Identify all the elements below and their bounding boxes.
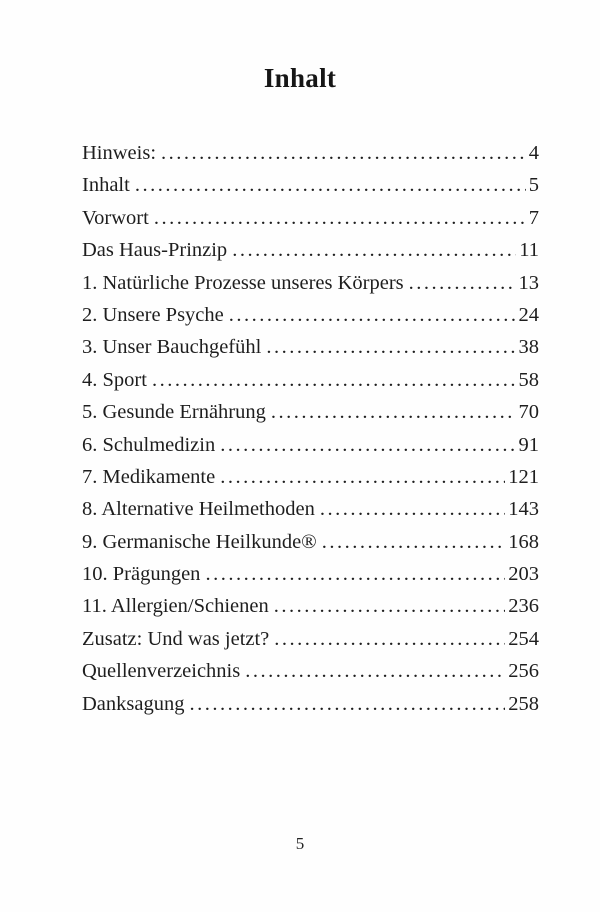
toc-entry-page: 38	[518, 336, 539, 359]
toc-entry-label: Vorwort	[82, 206, 149, 229]
toc-entry	[82, 655, 539, 687]
toc-entry-page: 256	[508, 660, 539, 683]
toc-dot-leader	[161, 137, 526, 169]
toc-entry-page: 121	[508, 465, 539, 488]
toc-dot-leader	[274, 623, 505, 655]
toc-entry-label: 2. Unsere Psyche	[82, 303, 224, 326]
toc-entry-label: Danksagung	[82, 692, 185, 715]
toc-dot-leader	[322, 526, 506, 558]
toc-entry-page: 7	[528, 206, 539, 229]
toc-entry-label: Das Haus-Prinzip	[82, 239, 228, 262]
toc-dot-leader	[229, 299, 516, 331]
toc-entry-page: 258	[508, 692, 539, 715]
toc-entry-page: 70	[518, 401, 539, 424]
toc-entry	[82, 526, 539, 558]
toc-dot-leader	[189, 688, 505, 720]
toc-entry-page: 168	[508, 530, 539, 553]
toc-entry-label: Inhalt	[82, 174, 130, 197]
toc-entry	[82, 234, 539, 266]
toc-entry	[82, 493, 539, 525]
toc-entry-label: 1. Natürliche Prozesse unseres Körpers	[82, 271, 404, 294]
toc-dot-leader	[409, 267, 516, 299]
toc-dot-leader	[274, 590, 506, 622]
toc-dot-leader	[320, 493, 505, 525]
toc-entry-label: 6. Schulmedizin	[82, 433, 216, 456]
toc-dot-leader	[135, 169, 526, 201]
toc-entry-page: 5	[528, 174, 539, 197]
toc-entry	[82, 299, 539, 331]
toc-entry-page: 13	[518, 271, 539, 294]
toc-entry-page: 254	[508, 627, 539, 650]
toc-entry-page: 24	[518, 303, 539, 326]
toc-dot-leader	[152, 364, 516, 396]
toc-entry-page: 91	[518, 433, 539, 456]
toc-entry	[82, 331, 539, 363]
toc-list	[82, 137, 539, 720]
toc-entry-label: Zusatz: Und was jetzt?	[82, 627, 270, 650]
toc-dot-leader	[266, 331, 515, 363]
page-title: Inhalt	[263, 63, 337, 93]
toc-dot-leader	[205, 558, 505, 590]
toc-entry-page: 143	[508, 498, 539, 521]
toc-dot-leader	[245, 655, 505, 687]
toc-entry	[82, 364, 539, 396]
toc-entry-label: 7. Medikamente	[82, 465, 216, 488]
toc-entry	[82, 688, 539, 720]
toc-dot-leader	[271, 396, 516, 428]
toc-entry-label: 10. Prägungen	[82, 563, 201, 586]
toc-entry-page: 4	[528, 142, 539, 164]
toc-entry-label: 3. Unser Bauchgefühl	[82, 336, 262, 359]
toc-entry-label: 8. Alternative Heilmethoden	[82, 498, 315, 521]
toc-entry-page: 58	[518, 368, 539, 391]
toc-entry	[82, 590, 539, 622]
toc-dot-leader	[220, 429, 515, 461]
toc-entry	[82, 396, 539, 428]
toc-entry	[82, 461, 539, 493]
toc-entry-label: 5. Gesunde Ernährung	[82, 401, 266, 424]
page-number: 5	[295, 834, 305, 853]
toc-entry	[82, 202, 539, 234]
toc-entry	[82, 558, 539, 590]
toc-dot-leader	[220, 461, 505, 493]
toc-entry-page: 203	[508, 563, 539, 586]
toc-entry-page: 11	[519, 239, 539, 262]
toc-entry	[82, 137, 539, 169]
toc-entry	[82, 623, 539, 655]
toc-entry-page: 236	[508, 595, 539, 618]
toc-entry	[82, 429, 539, 461]
toc-entry-label: Hinweis:	[82, 142, 157, 164]
toc-entry	[82, 169, 539, 201]
toc-entry-label: Quellenverzeichnis	[82, 660, 241, 683]
toc-entry-label: 9. Germanische Heilkunde®	[82, 530, 317, 553]
toc-entry	[82, 267, 539, 299]
toc-entry-label: 4. Sport	[82, 368, 147, 391]
toc-entry-label: 11. Allergien/Schienen	[82, 595, 269, 618]
toc-dot-leader	[154, 202, 526, 234]
toc-dot-leader	[232, 234, 516, 266]
